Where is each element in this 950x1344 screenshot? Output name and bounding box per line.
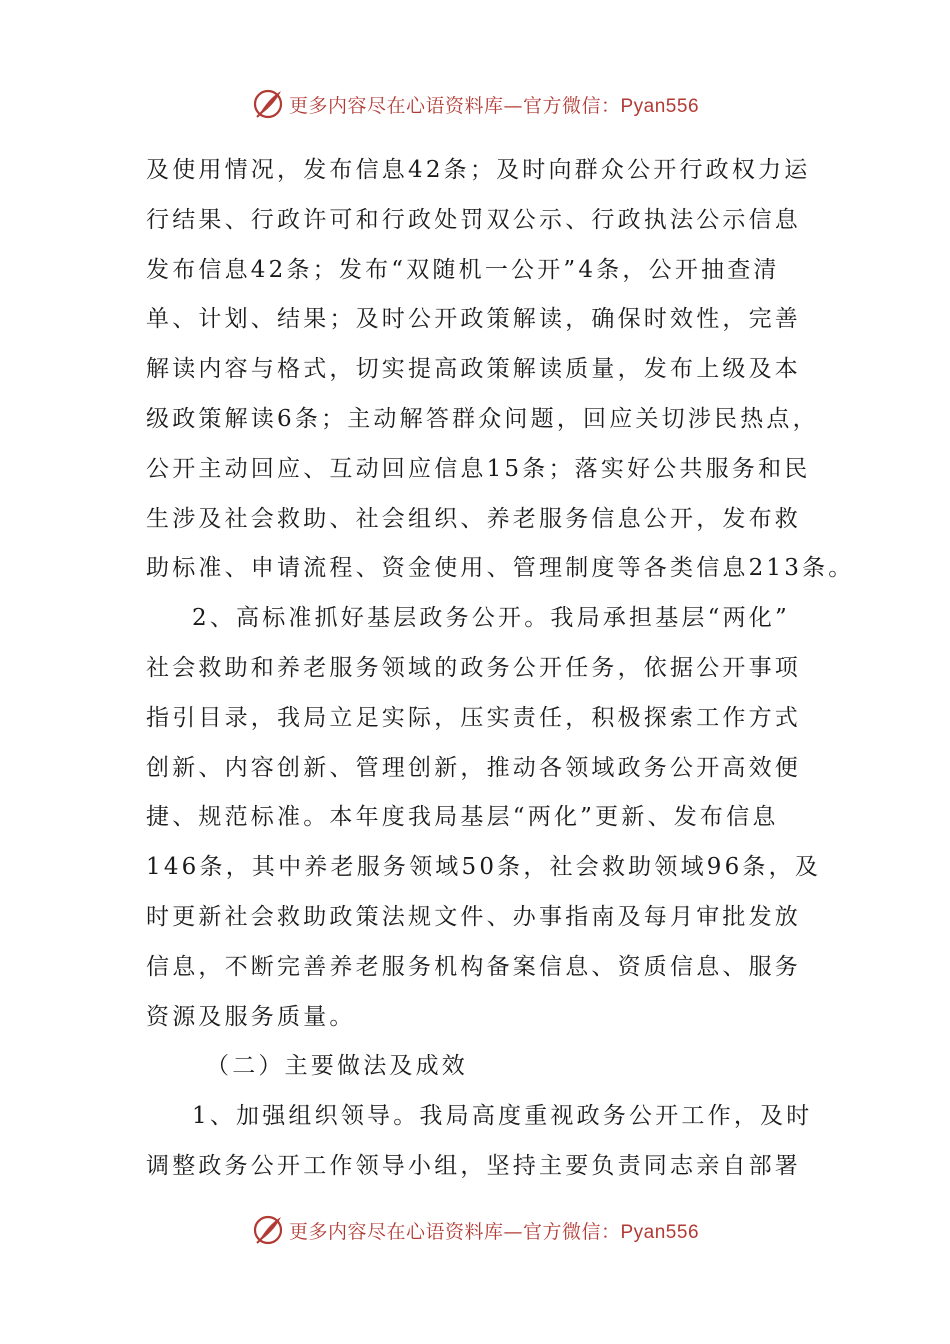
quill-pen-logo-icon	[251, 87, 285, 121]
text-line: 解读内容与格式，切实提高政策解读质量，发布上级及本	[146, 356, 801, 383]
text-line: 1、加强组织领导。我局高度重视政务公开工作，及时	[192, 1103, 813, 1130]
text-line: 公开主动回应、互动回应信息15条；落实好公共服务和民	[146, 455, 811, 482]
wechat-id: Pyan556	[620, 1221, 700, 1243]
text-line: 指引目录，我局立足实际，压实责任，积极探索工作方式	[146, 704, 801, 731]
text-line: 2、高标准抓好基层政务公开。我局承担基层“两化”	[192, 605, 790, 632]
text-line: 信息，不断完善养老服务机构备案信息、资质信息、服务	[146, 953, 801, 980]
text-line: 资源及服务质量。	[146, 1003, 356, 1030]
wechat-id: Pyan556	[620, 95, 700, 117]
text-line: 社会救助和养老服务领域的政务公开任务，依据公开事项	[146, 654, 801, 681]
quill-pen-logo-icon	[251, 1213, 285, 1247]
watermark-text: 更多内容尽在心语资料库—官方微信：Pyan556	[288, 1220, 700, 1243]
footer-watermark	[0, 1210, 950, 1250]
document-body	[146, 146, 855, 1192]
text-line: 146条，其中养老服务领域50条，社会救助领域96条，及	[146, 854, 822, 881]
text-line: （二）主要做法及成效	[206, 1053, 468, 1080]
text-line: 单、计划、结果；及时公开政策解读，确保时效性，完善	[146, 306, 801, 333]
text-line: 助标准、申请流程、资金使用、管理制度等各类信息213条。	[146, 555, 855, 582]
header-watermark	[0, 84, 950, 124]
text-line: 时更新社会救助政策法规文件、办事指南及每月审批发放	[146, 903, 801, 930]
text-line: 捷、规范标准。本年度我局基层“两化”更新、发布信息	[146, 804, 779, 831]
text-line: 行结果、行政许可和行政处罚双公示、行政执法公示信息	[146, 206, 801, 233]
text-line: 调整政务公开工作领导小组，坚持主要负责同志亲自部署	[146, 1152, 801, 1179]
text-line: 生涉及社会救助、社会组织、养老服务信息公开，发布救	[146, 505, 801, 532]
watermark-text: 更多内容尽在心语资料库—官方微信：Pyan556	[288, 94, 700, 117]
text-line: 发布信息42条；发布“双随机一公开”4条，公开抽查清	[146, 256, 780, 283]
text-line: 及使用情况，发布信息42条；及时向群众公开行政权力运	[146, 157, 811, 183]
text-line: 级政策解读6条；主动解答群众问题，回应关切涉民热点，	[146, 405, 819, 432]
text-line: 创新、内容创新、管理创新，推动各领域政务公开高效便	[146, 754, 801, 781]
